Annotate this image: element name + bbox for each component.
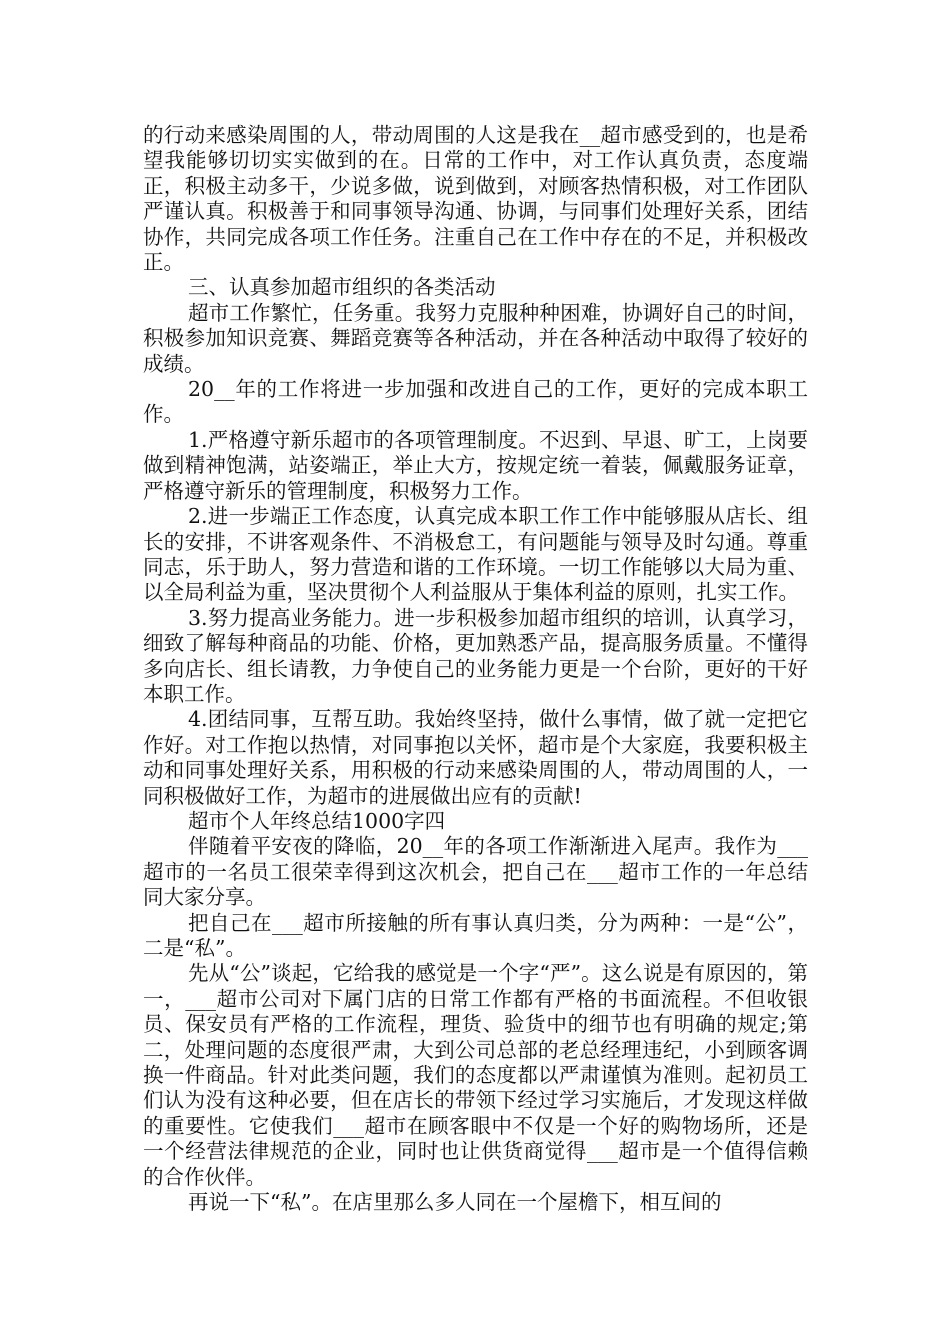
section-title-summary-four: 超市个人年终总结1000字四	[188, 808, 446, 833]
paragraph-categories: 把自己在___超市所接触的所有事认真归类，分为两种：一是“公”，二是“私”。	[143, 910, 808, 960]
list-item-2: 2.进一步端正工作态度，认真完成本职工作工作中能够服从店长、组长的安排，不讲客观条件、不消极怠工，有问题能与领导及时勾通。尊重同志，乐于助人，努力营造和谐的工作环境。一切工作能够以大局为重、以全局利益为重，坚决贯彻个人利益服从于集体利益的原则，扎实工作。	[143, 504, 808, 605]
paragraph-intro: 伴随着平安夜的降临，20__年的各项工作渐渐进入尾声。我作为___超市的一名员工很荣幸得到这次机会，把自己在___超市工作的一年总结同大家分享。	[143, 834, 808, 910]
document-page	[143, 123, 808, 1215]
paragraph-continuation: 的行动来感染周围的人，带动周围的人这是我在__超市感受到的，也是希望我能够切切实实做到的在。日常的工作中，对工作认真负责，态度端正，积极主动多干，少说多做，说到做到，对顾客热情积极，对工作团队严谨认真。积极善于和同事领导沟通、协调，与同事们处理好关系，团结协作，共同完成各项工作任务。注重自己在工作中存在的不足，并积极改正。	[143, 123, 808, 275]
section-heading-activities: 三、认真参加超市组织的各类活动	[188, 275, 496, 300]
list-item-1: 1.严格遵守新乐超市的各项管理制度。不迟到、早退、旷工，上岗要做到精神饱满，站姿端正，举止大方，按规定统一着装，佩戴服务证章，严格遵守新乐的管理制度，积极努力工作。	[143, 427, 808, 503]
paragraph-public: 先从“公”谈起，它给我的感觉是一个字“严”。这么说是有原因的，第一，___超市公司对下属门店的日常工作都有严格的书面流程。不但收银员、保安员有严格的工作流程，理货、验货中的细节也有明确的规定;第二，处理问题的态度很严肃，大到公司总部的老总经理违纪，小到顾客调换一件商品。针对此类问题，我们的态度都以严肃谨慎为准则。起初员工们认为没有这种必要，但在店长的带领下经过学习实施后，才发现这样做的重要性。它使我们___超市在顾客眼中不仅是一个好的购物场所，还是一个经营法律规范的企业，同时也让供货商觉得___超市是一个值得信赖的合作伙伴。	[143, 961, 808, 1189]
paragraph-activities: 超市工作繁忙，任务重。我努力克服种种困难，协调好自己的时间，积极参加知识竞赛、舞蹈竞赛等各种活动，并在各种活动中取得了较好的成绩。	[143, 300, 808, 376]
paragraph-next-year: 20__年的工作将进一步加强和改进自己的工作，更好的完成本职工作。	[143, 377, 808, 427]
list-item-3: 3.努力提高业务能力。进一步积极参加超市组织的培训，认真学习，细致了解每种商品的功能、价格，更加熟悉产品，提高服务质量。不懂得多向店长、组长请教，力争使自己的业务能力更是一个台阶，更好的干好本职工作。	[143, 605, 808, 706]
paragraph-private: 再说一下“私”。在店里那么多人同在一个屋檐下，相互间的	[188, 1190, 722, 1215]
list-item-4: 4.团结同事，互帮互助。我始终坚持，做什么事情，做了就一定把它作好。对工作抱以热情，对同事抱以关怀，超市是个大家庭，我要积极主动和同事处理好关系，用积极的行动来感染周围的人，带动周围的人，一同积极做好工作，为超市的进展做出应有的贡献!	[143, 707, 808, 808]
